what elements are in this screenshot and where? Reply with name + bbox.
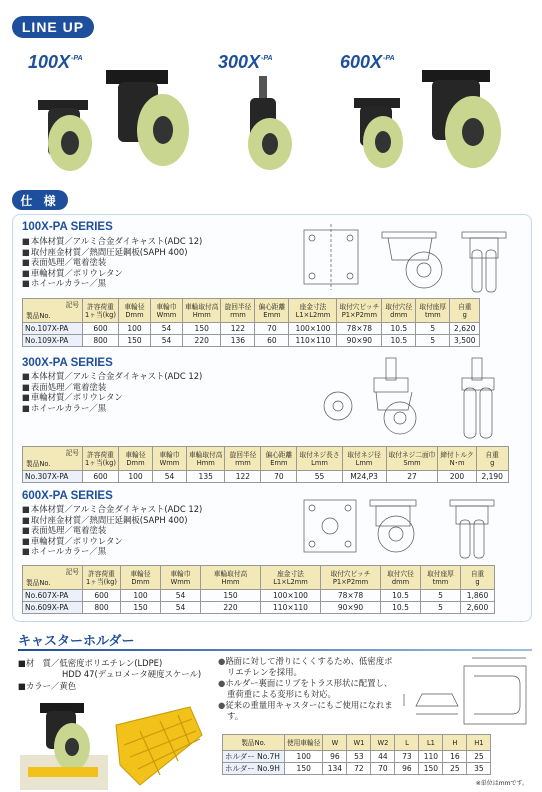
table-header-cell: 偏心距離 Emm bbox=[261, 447, 297, 471]
table-cell: 5 bbox=[416, 335, 450, 347]
table-row bbox=[23, 590, 495, 602]
table-cell: 2,600 bbox=[461, 602, 495, 614]
caster-product-photos bbox=[18, 48, 528, 178]
bullet: ■ ホイールカラー／黒 bbox=[22, 546, 202, 557]
table-cell: 100 bbox=[121, 590, 161, 602]
table-cell: 100 bbox=[119, 323, 151, 335]
table-cell: 54 bbox=[151, 335, 183, 347]
table-cell: 200 bbox=[438, 471, 476, 483]
table-cell: 10.5 bbox=[381, 590, 421, 602]
table-cell: 27 bbox=[386, 471, 438, 483]
table-cell: 220 bbox=[201, 602, 261, 614]
bullet: ■ 車輪材質／ポリウレタン bbox=[22, 392, 202, 403]
table-header-cell: 自重 g bbox=[476, 447, 508, 471]
series-300x-title: 300X-PA SERIES bbox=[22, 357, 113, 369]
bullet: ■ 表面処理／電着塗装 bbox=[22, 257, 202, 268]
table-cell: 100×100 bbox=[289, 323, 337, 335]
table-cell: 600 bbox=[83, 590, 121, 602]
table-cell: 10.5 bbox=[382, 335, 416, 347]
holder-note: ● 従来の重量用キャスターにもご使用になれます。 bbox=[218, 700, 398, 722]
table-cell: 122 bbox=[221, 323, 255, 335]
table-header-cell: 締付トルク N･m bbox=[438, 447, 476, 471]
table-corner-cell: 記号 製品No. bbox=[23, 566, 83, 590]
table-row bbox=[23, 323, 480, 335]
table-header-cell: 旋回半径 rmm bbox=[221, 299, 255, 323]
table-cell: 54 bbox=[151, 323, 183, 335]
table-cell: 25 bbox=[467, 751, 491, 763]
holder-header-cell: L bbox=[395, 735, 419, 751]
spec-table-600x bbox=[22, 565, 495, 614]
holder-divider bbox=[18, 649, 532, 651]
series-300x-bullets bbox=[22, 371, 202, 413]
bullet: ■ 表面処理／電着塗装 bbox=[22, 525, 202, 536]
table-cell: 136 bbox=[221, 335, 255, 347]
table-cell: 70 bbox=[371, 763, 395, 775]
table-header-cell: 取付ネジ径 Lmm bbox=[342, 447, 386, 471]
holder-title: キャスターホルダー bbox=[18, 634, 135, 649]
table-header-cell: 自重 g bbox=[450, 299, 480, 323]
table-row bbox=[23, 335, 480, 347]
table-cell: 96 bbox=[323, 751, 347, 763]
holder-table bbox=[222, 734, 491, 775]
table-header-cell: 座金寸法 L1×L2mm bbox=[261, 566, 321, 590]
table-cell: 150 bbox=[183, 323, 221, 335]
table-header-cell: 取付座厚 tmm bbox=[421, 566, 461, 590]
series-600x-title: 600X-PA SERIES bbox=[22, 490, 113, 502]
table-cell: 150 bbox=[121, 602, 161, 614]
table-cell: 135 bbox=[187, 471, 225, 483]
table-corner-cell: 記号 製品No. bbox=[23, 299, 83, 323]
bullet: ■ 本体材質／アルミ合金ダイキャスト(ADC 12) bbox=[22, 371, 202, 382]
caster-100x-large-image bbox=[106, 70, 189, 166]
table-corner-cell: 記号 製品No. bbox=[23, 447, 83, 471]
caster-600x-large-image bbox=[422, 70, 501, 168]
table-header-cell: 旋回半径 rmm bbox=[225, 447, 261, 471]
table-cell: 5 bbox=[421, 590, 461, 602]
table-header-cell: 車輪巾 Wmm bbox=[153, 447, 187, 471]
table-cell: 44 bbox=[371, 751, 395, 763]
table-cell: 150 bbox=[201, 590, 261, 602]
series-100x-drawing bbox=[296, 220, 518, 296]
caster-100x-small-image bbox=[38, 100, 92, 171]
bullet: ■ 本体材質／アルミ合金ダイキャスト(ADC 12) bbox=[22, 236, 202, 247]
holder-header-cell: W bbox=[323, 735, 347, 751]
bullet: ■ 本体材質／アルミ合金ダイキャスト(ADC 12) bbox=[22, 504, 202, 515]
table-cell: 800 bbox=[83, 335, 119, 347]
bullet: ■ 表面処理／電着塗装 bbox=[22, 382, 202, 393]
table-cell: 600 bbox=[83, 323, 119, 335]
table-cell: 73 bbox=[395, 751, 419, 763]
table-cell: 122 bbox=[225, 471, 261, 483]
table-cell: 600 bbox=[83, 471, 119, 483]
model-600x-title: $600X^{-PA}$ bbox=[340, 52, 395, 72]
product-number-cell: No.107X-PA bbox=[23, 323, 83, 335]
holder-with-caster-image bbox=[20, 703, 108, 790]
table-cell: 1,860 bbox=[461, 590, 495, 602]
bullet: ■ 車輪材質／ポリウレタン bbox=[22, 536, 202, 547]
holder-header-cell: L1 bbox=[419, 735, 443, 751]
table-header-cell: 取付ネジ長さ Lmm bbox=[297, 447, 342, 471]
table-header-cell: 許容荷重 1ヶ当(kg) bbox=[83, 566, 121, 590]
table-cell: 134 bbox=[323, 763, 347, 775]
lineup-section bbox=[18, 48, 528, 178]
bullet: ■ 取付座金材質／熱間圧延鋼板(SAPH 400) bbox=[22, 515, 202, 526]
table-cell: 35 bbox=[467, 763, 491, 775]
table-header-cell: 自重 g bbox=[461, 566, 495, 590]
table-cell: 3,500 bbox=[450, 335, 480, 347]
table-header-cell: 車輪取付高 Hmm bbox=[183, 299, 221, 323]
table-cell: 54 bbox=[161, 602, 201, 614]
table-cell: 2,190 bbox=[476, 471, 508, 483]
table-header-cell: 車輪径 Dmm bbox=[119, 299, 151, 323]
product-number-cell: No.109X-PA bbox=[23, 335, 83, 347]
bullet: ■ ホイールカラー／黒 bbox=[22, 278, 202, 289]
table-cell: 70 bbox=[261, 471, 297, 483]
table-header-cell: 車輪巾 Wmm bbox=[161, 566, 201, 590]
table-cell: 110×110 bbox=[261, 602, 321, 614]
table-cell: 110 bbox=[419, 751, 443, 763]
table-row bbox=[23, 471, 509, 483]
holder-header-cell: H bbox=[443, 735, 467, 751]
holder-header-cell: W2 bbox=[371, 735, 395, 751]
holder-note: ● ホルダー裏面にリブをトラス形状に配置し、重荷重による変形にも対応。 bbox=[218, 678, 398, 700]
table-cell: 110×110 bbox=[289, 335, 337, 347]
table-cell: 2,620 bbox=[450, 323, 480, 335]
caster-600x-small-image bbox=[354, 98, 403, 168]
table-header-cell: 取付穴ピッチ P1×P2mm bbox=[321, 566, 381, 590]
table-cell: 25 bbox=[443, 763, 467, 775]
table-cell: 10.5 bbox=[381, 602, 421, 614]
table-header-cell: 取付穴径 dmm bbox=[381, 566, 421, 590]
bullet: ■ 取付座金材質／熱間圧延鋼板(SAPH 400) bbox=[22, 247, 202, 258]
table-cell: 150 bbox=[119, 335, 151, 347]
table-header-cell: 許容荷重 1ヶ当(kg) bbox=[83, 299, 119, 323]
model-300x-title: $300X^{-PA}$ bbox=[218, 52, 273, 72]
holder-material: ■材 質／低密度ポリエチレン(LDPE) bbox=[18, 658, 163, 668]
bullet: ■ 車輪材質／ポリウレタン bbox=[22, 268, 202, 279]
table-cell: 90×90 bbox=[337, 335, 382, 347]
holder-photos bbox=[20, 695, 206, 790]
table-cell: 54 bbox=[161, 590, 201, 602]
table-header-cell: 取付穴ピッチ P1×P2mm bbox=[337, 299, 382, 323]
spec-label: 仕 様 bbox=[12, 190, 68, 210]
table-cell: 5 bbox=[416, 323, 450, 335]
holder-header-cell: H1 bbox=[467, 735, 491, 751]
table-cell: 100 bbox=[285, 751, 323, 763]
holder-header-cell: 製品No. bbox=[223, 735, 285, 751]
table-cell: 100 bbox=[119, 471, 153, 483]
lineup-label: LINE UP bbox=[12, 16, 94, 38]
table-header-cell: 許容荷重 1ヶ当(kg) bbox=[83, 447, 119, 471]
product-number-cell: No.307X-PA bbox=[23, 471, 83, 483]
table-header-cell: 車輪巾 Wmm bbox=[151, 299, 183, 323]
holder-dimension-drawing bbox=[402, 654, 532, 734]
holder-note: ● 路面に対して滑りにくくするため、低密度ポリエチレンを採用。 bbox=[218, 656, 398, 678]
holder-unit-note: ※単位はmmです。 bbox=[475, 780, 528, 787]
table-cell: M24,P3 bbox=[342, 471, 386, 483]
table-header-cell: 車輪取付高 Hmm bbox=[187, 447, 225, 471]
table-cell: 150 bbox=[419, 763, 443, 775]
table-cell: 10.5 bbox=[382, 323, 416, 335]
table-row bbox=[223, 751, 491, 763]
table-header-cell: 座金寸法 L1×L2mm bbox=[289, 299, 337, 323]
caster-300x-image bbox=[248, 76, 292, 170]
holder-header-cell: 使用車輪径 bbox=[285, 735, 323, 751]
holder-yellow-image bbox=[116, 707, 202, 785]
table-header-cell: 車輪取付高 Hmm bbox=[201, 566, 261, 590]
table-header-cell: 車輪径 Dmm bbox=[121, 566, 161, 590]
holder-number-cell: ホルダー No.7H bbox=[223, 751, 285, 763]
holder-color: ■カラー／黄色 bbox=[18, 681, 77, 691]
model-100x-title: $100X^{-PA}$ bbox=[28, 52, 83, 72]
table-cell: 70 bbox=[255, 323, 289, 335]
table-cell: 55 bbox=[297, 471, 342, 483]
table-cell: 72 bbox=[347, 763, 371, 775]
table-cell: 96 bbox=[395, 763, 419, 775]
series-600x-drawing bbox=[300, 494, 518, 562]
table-cell: 90×90 bbox=[321, 602, 381, 614]
series-100x-title: 100X-PA SERIES bbox=[22, 221, 113, 233]
spec-table-300x bbox=[22, 446, 509, 483]
holder-number-cell: ホルダー No.9H bbox=[223, 763, 285, 775]
table-header-cell: 取付ネジ二面巾 Smm bbox=[386, 447, 438, 471]
holder-hardness: HDD 47(デュロメータ硬度スケール) bbox=[62, 669, 202, 679]
table-cell: 220 bbox=[183, 335, 221, 347]
table-header-cell: 取付座厚 tmm bbox=[416, 299, 450, 323]
table-header-cell: 偏心距離 Emm bbox=[255, 299, 289, 323]
spec-table-100x bbox=[22, 298, 480, 347]
table-cell: 78×78 bbox=[321, 590, 381, 602]
product-number-cell: No.609X-PA bbox=[23, 602, 83, 614]
product-number-cell: No.607X-PA bbox=[23, 590, 83, 602]
series-300x-drawing bbox=[316, 354, 520, 444]
table-header-cell: 車輪径 Dmm bbox=[119, 447, 153, 471]
holder-header-cell: W1 bbox=[347, 735, 371, 751]
table-cell: 53 bbox=[347, 751, 371, 763]
table-cell: 60 bbox=[255, 335, 289, 347]
table-row bbox=[23, 602, 495, 614]
table-cell: 16 bbox=[443, 751, 467, 763]
table-cell: 100×100 bbox=[261, 590, 321, 602]
table-row bbox=[223, 763, 491, 775]
table-cell: 78×78 bbox=[337, 323, 382, 335]
table-cell: 800 bbox=[83, 602, 121, 614]
holder-notes bbox=[218, 656, 398, 722]
series-100x-bullets bbox=[22, 236, 202, 289]
table-cell: 54 bbox=[153, 471, 187, 483]
table-header-cell: 取付穴径 dmm bbox=[382, 299, 416, 323]
series-600x-bullets bbox=[22, 504, 202, 557]
table-cell: 5 bbox=[421, 602, 461, 614]
bullet: ■ ホイールカラー／黒 bbox=[22, 403, 202, 414]
table-cell: 150 bbox=[285, 763, 323, 775]
